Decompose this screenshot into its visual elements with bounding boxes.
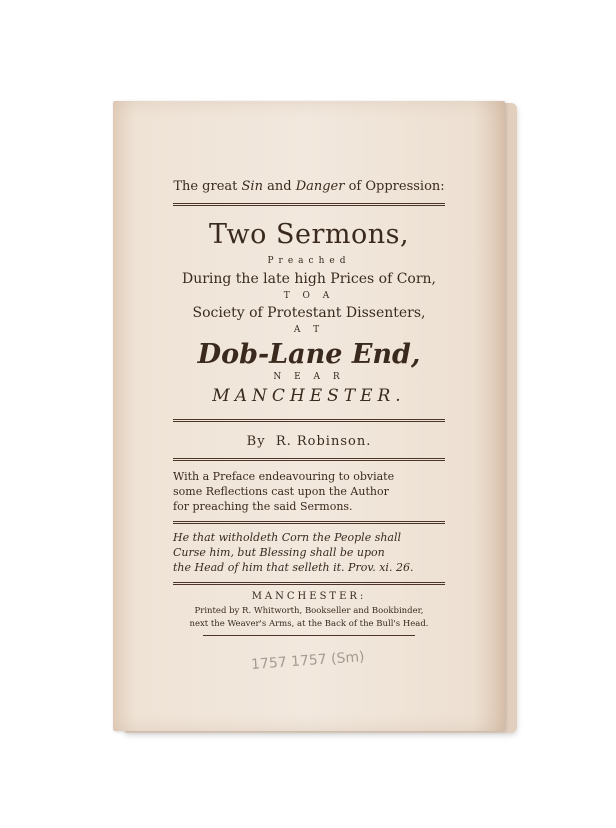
head-line: The great Sin and Danger of Oppression: [173,179,445,194]
place-name: Dob-Lane End, [197,339,421,370]
to-a-label: T O A [283,291,335,301]
imprint-town: MANCHESTER: [251,591,367,602]
divider [173,419,445,422]
pencil-annotation: 1757 1757 (Sm) [250,649,366,673]
divider [173,203,445,206]
divider [173,458,445,461]
preached-label: Preached [267,256,351,266]
divider [173,521,445,524]
title-page [113,101,505,731]
book [103,97,515,735]
motto-line: the Head of him that selleth it. Prov. xi. 26. [173,561,414,574]
motto-line: He that witholdeth Corn the People shall [173,531,402,544]
occasion-line: During the late high Prices of Corn, [181,271,437,287]
near-label: N E A R [273,372,345,382]
main-title: Two Sermons, [208,219,410,250]
imprint-line: next the Weaver's Arms, at the Back of the Bull's Head. [189,619,429,629]
audience-line: Society of Protestant Dissenters, [192,305,426,321]
town-name: MANCHESTER. [212,386,406,406]
divider [203,635,415,636]
at-label: A T [293,325,325,335]
preface-line: for preaching the said Sermons. [173,500,353,513]
divider [173,582,445,585]
imprint-line: Printed by R. Whitworth, Bookseller and Bookbinder, [194,606,424,616]
preface-line: some Reflections cast upon the Author [173,485,389,498]
motto-line: Curse him, but Blessing shall be upon [173,546,385,559]
author-line: By R. Robinson. [246,434,372,449]
preface-line: With a Preface endeavouring to obviate [173,470,395,483]
